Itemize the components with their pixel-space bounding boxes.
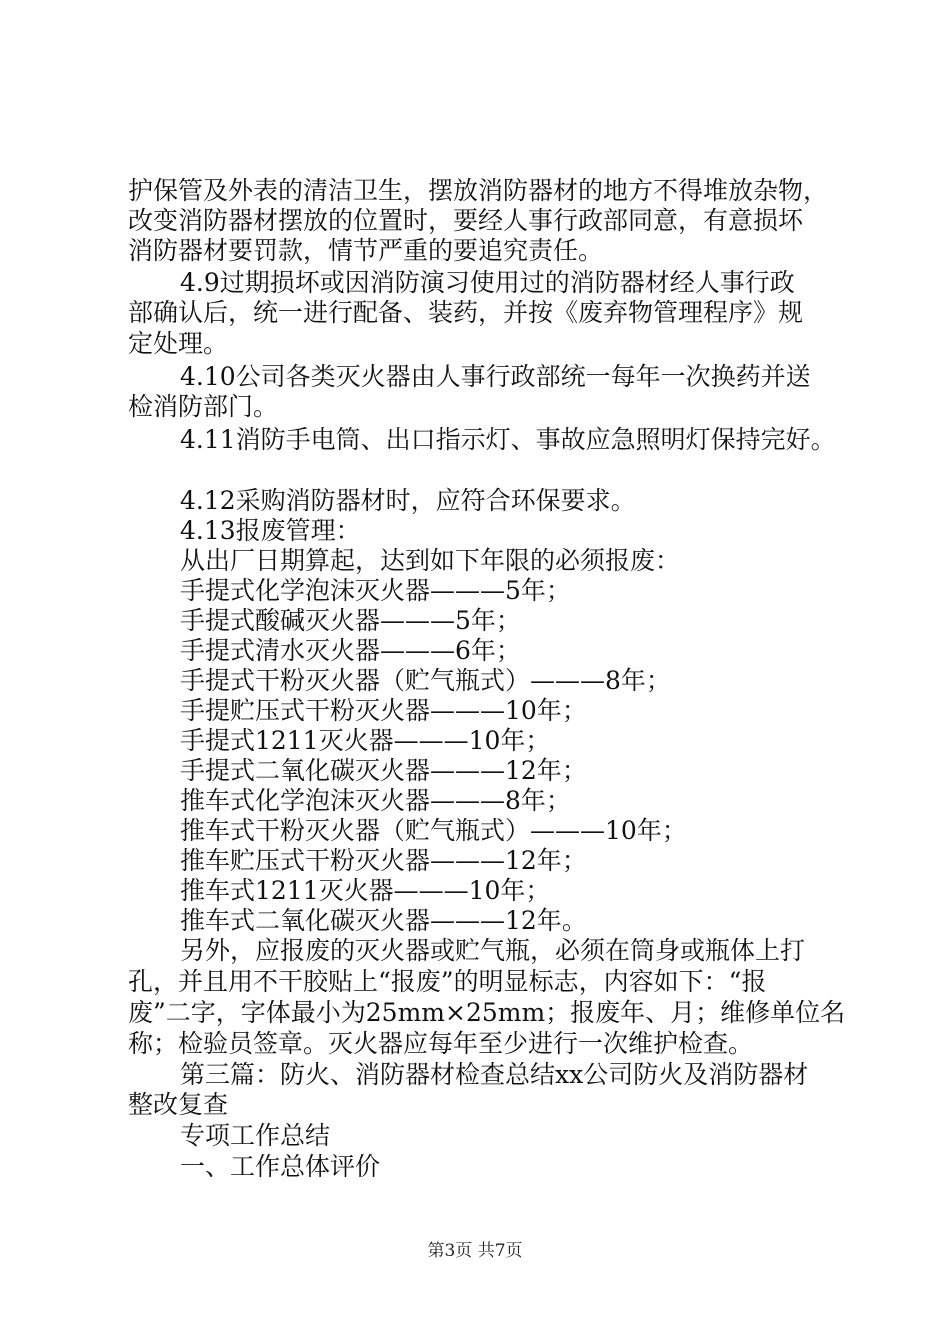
text-line: 第三篇：防火、消防器材检查总结xx公司防火及消防器材 bbox=[180, 1060, 809, 1089]
text-line: 4.10公司各类灭火器由人事行政部统一每年一次换药并送 bbox=[180, 362, 811, 391]
text-line: 手提式清水灭火器———6年； bbox=[180, 636, 521, 665]
text-line: 手提式1211灭火器———10年； bbox=[180, 726, 551, 755]
text-line: 孔，并且用不干胶贴上“报废”的明显标志，内容如下：“报 bbox=[128, 967, 767, 996]
text-line: 检消防部门。 bbox=[128, 392, 279, 421]
text-line: 一、工作总体评价 bbox=[180, 1152, 381, 1181]
text-line: 手提式干粉灭火器（贮气瓶式）———8年； bbox=[180, 666, 671, 695]
text-line: 定处理。 bbox=[128, 329, 229, 358]
text-line: 护保管及外表的清洁卫生，摆放消防器材的地方不得堆放杂物， bbox=[128, 176, 829, 205]
text-line: 4.9过期损坏或因消防演习使用过的消防器材经人事行政 bbox=[180, 268, 795, 297]
text-line: 另外，应报废的灭火器或贮气瓶，必须在筒身或瓶体上打 bbox=[180, 936, 806, 965]
text-line: 废”二字，字体最小为25mm×25mm；报废年、月；维修单位名 bbox=[128, 998, 846, 1027]
text-line: 手提式化学泡沫灭火器———5年； bbox=[180, 576, 571, 605]
text-line: 从出厂日期算起，达到如下年限的必须报废： bbox=[180, 546, 681, 575]
text-line: 称；检验员签章。灭火器应每年至少进行一次维护检查。 bbox=[128, 1029, 754, 1058]
text-line: 推车式1211灭火器———10年； bbox=[180, 876, 551, 905]
page-number-footer: 第3页 共7页 bbox=[427, 1241, 523, 1261]
text-line: 消防器材要罚款，情节严重的要追究责任。 bbox=[128, 236, 604, 265]
text-line: 改变消防器材摆放的位置时，要经人事行政部同意，有意损坏 bbox=[128, 206, 804, 235]
text-line: 4.13报废管理： bbox=[180, 516, 361, 545]
text-line: 推车式化学泡沫灭火器———8年； bbox=[180, 786, 571, 815]
text-line: 整改复查 bbox=[128, 1090, 229, 1119]
text-line: 部确认后，统一进行配备、装药，并按《废弃物管理程序》规 bbox=[128, 298, 804, 327]
text-line: 4.11消防手电筒、出口指示灯、事故应急照明灯保持完好。 bbox=[180, 425, 836, 454]
text-line: 推车式干粉灭火器（贮气瓶式）———10年； bbox=[180, 816, 687, 845]
text-line: 手提贮压式干粉灭火器———10年； bbox=[180, 696, 587, 725]
text-line: 4.12采购消防器材时，应符合环保要求。 bbox=[180, 486, 636, 515]
text-line: 手提式酸碱灭火器———5年； bbox=[180, 606, 521, 635]
text-line: 专项工作总结 bbox=[180, 1121, 331, 1150]
text-line: 推车贮压式干粉灭火器———12年； bbox=[180, 846, 587, 875]
text-line: 推车式二氧化碳灭火器———12年。 bbox=[180, 906, 587, 935]
text-line: 手提式二氧化碳灭火器———12年； bbox=[180, 756, 587, 785]
